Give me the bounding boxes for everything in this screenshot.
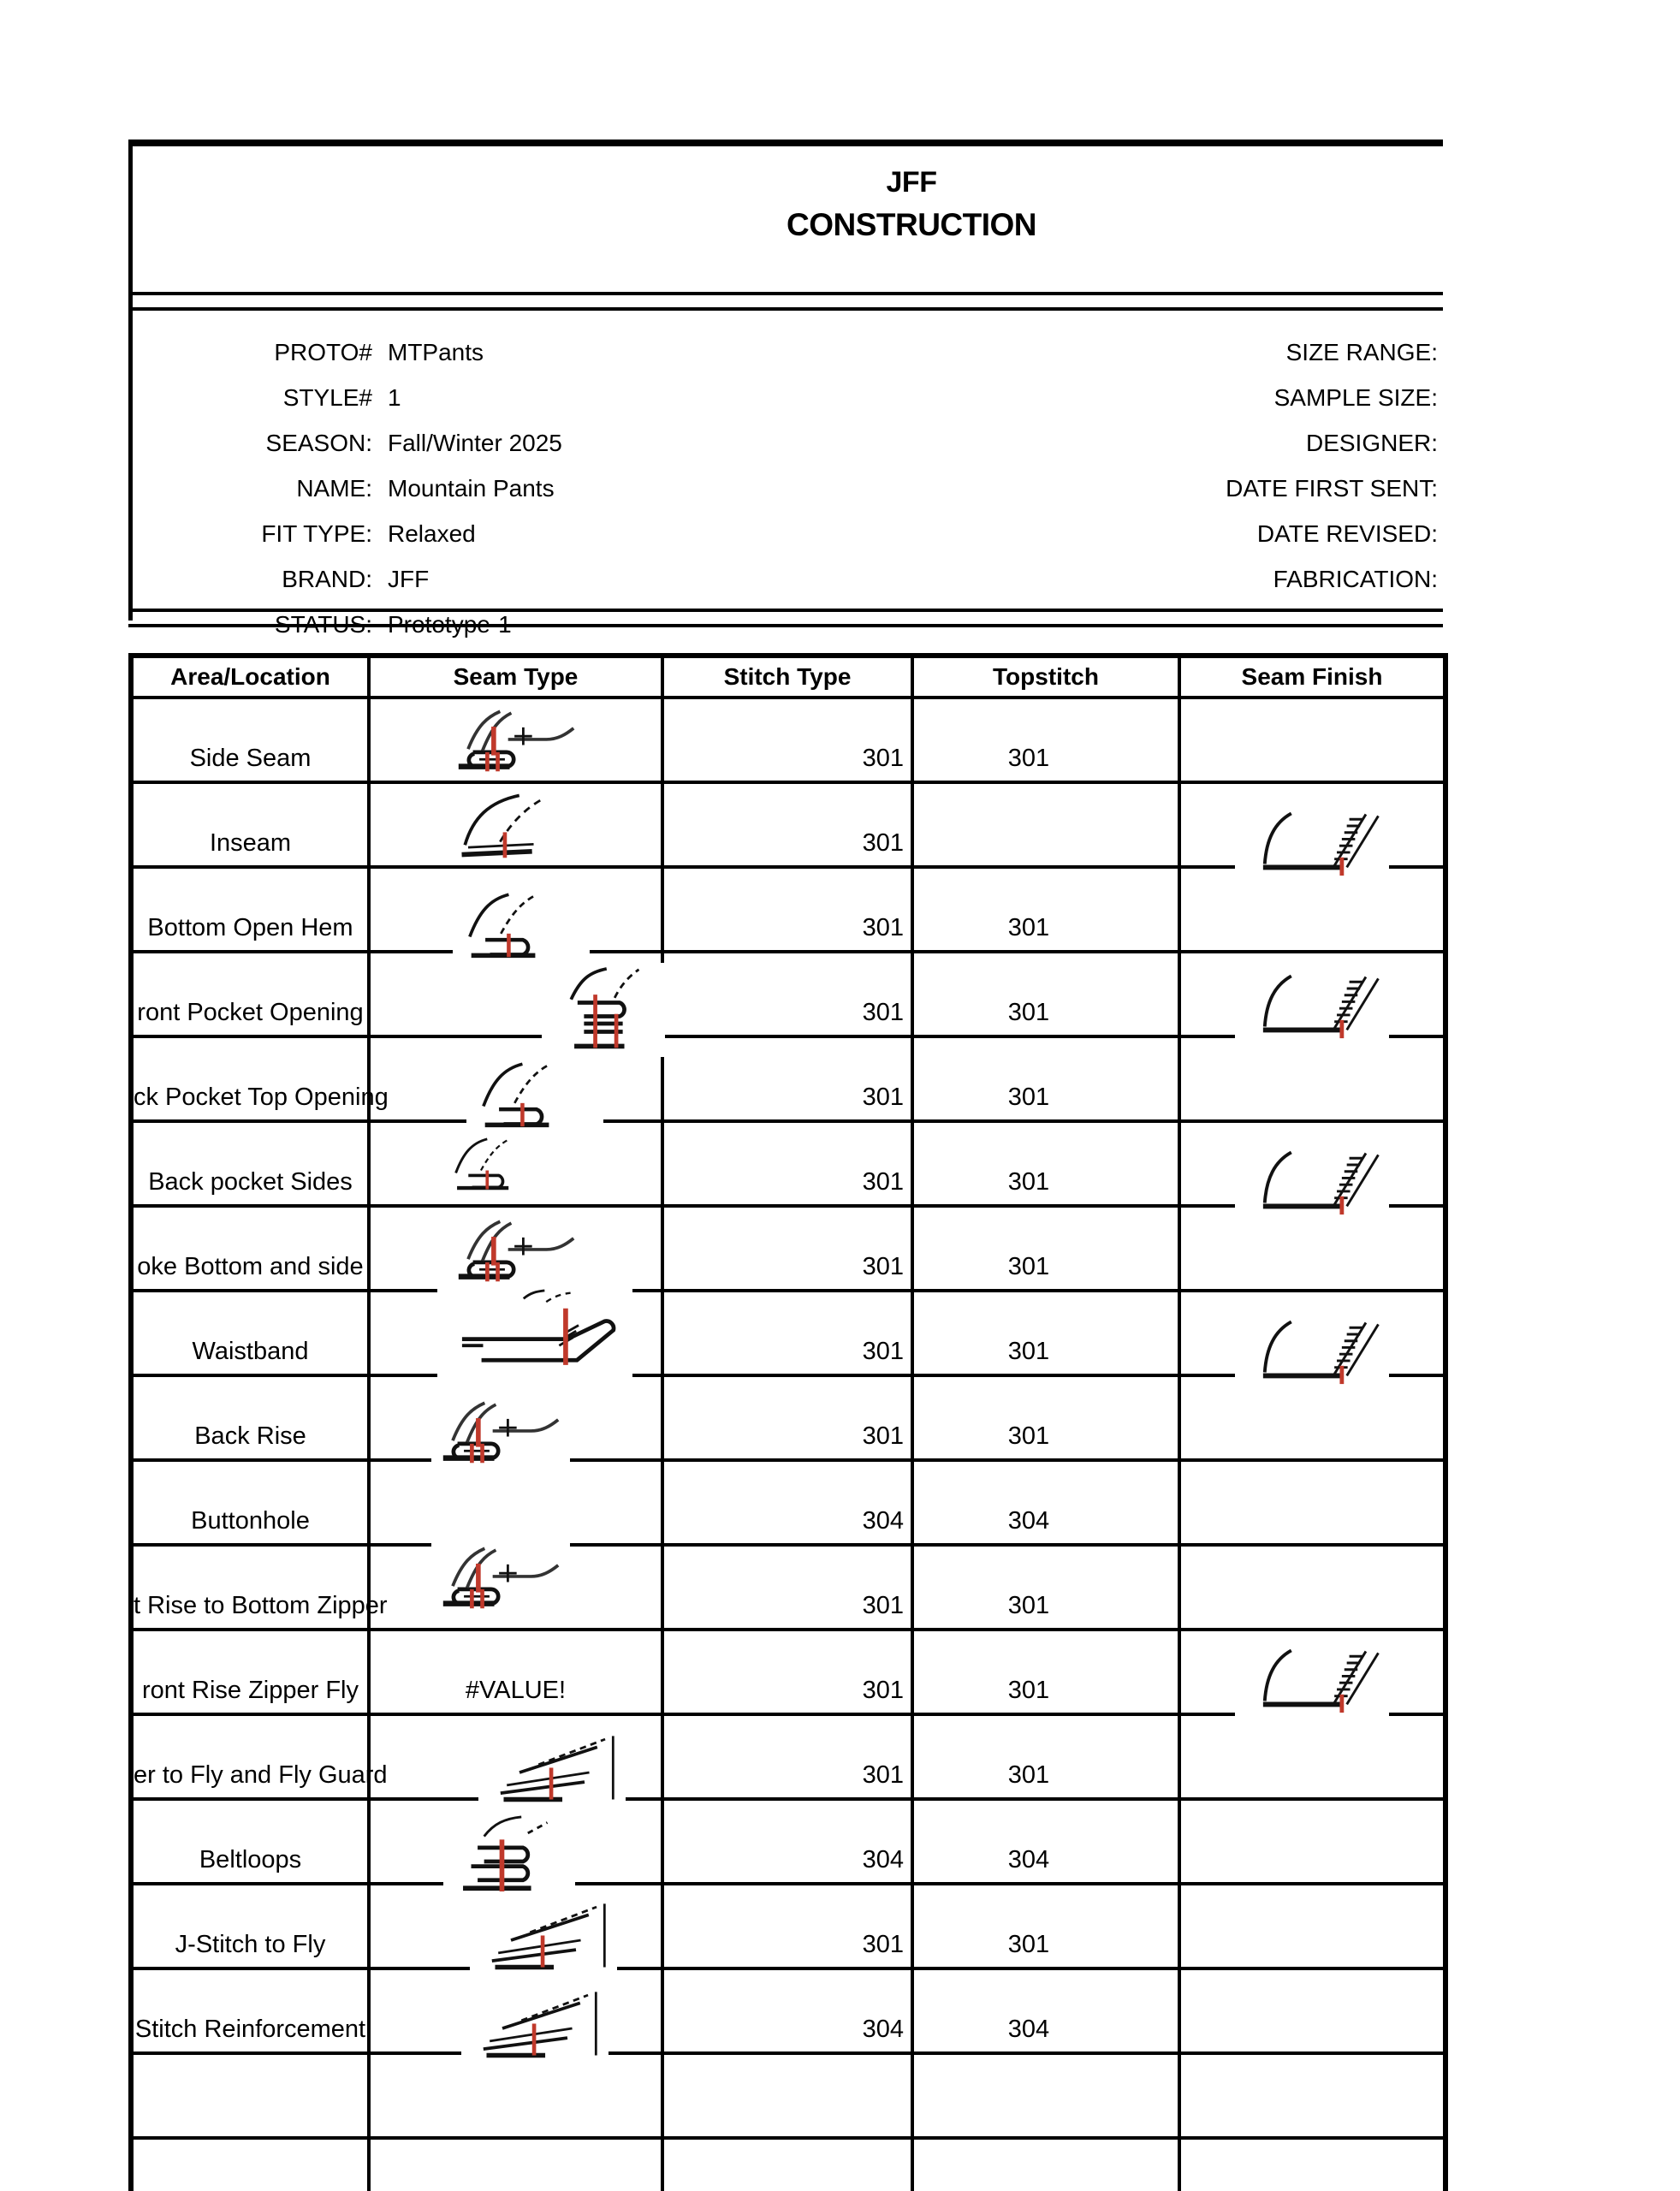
table-row: [131, 782, 1446, 867]
info-value: Relaxed: [388, 520, 476, 547]
seam-type-cell: [369, 2138, 662, 2191]
area-location-cell: [131, 1206, 369, 1291]
stitch-type-cell: 301: [662, 1545, 912, 1630]
area-location-cell: [131, 1460, 369, 1545]
area-location-label: er to Fly and Fly Guard: [134, 1761, 388, 1789]
info-value: JFF: [388, 565, 430, 592]
area-location-label: ck Pocket Top Opening: [134, 1084, 389, 1111]
topstitch-cell: 301: [912, 1545, 1179, 1630]
overlock-finish-diagram-icon: [1235, 1136, 1389, 1220]
overlock-finish-diagram-icon: [1235, 1634, 1389, 1718]
stitch-type-cell: 301: [662, 1036, 912, 1121]
topstitch-cell: [912, 782, 1179, 867]
area-location-label: Buttonhole: [191, 1507, 310, 1535]
info-label: SEASON:: [265, 429, 372, 456]
area-location-label: Beltloops: [199, 1846, 302, 1873]
info-value: Prototype-1: [388, 610, 512, 638]
brand-title: JFF: [886, 166, 937, 199]
topstitch-cell: 304: [912, 1460, 1179, 1545]
info-row: [856, 330, 1446, 375]
seam-type-cell: [369, 1799, 662, 1884]
topstitch-cell: [912, 2138, 1179, 2191]
stitch-type-cell: 304: [662, 1799, 912, 1884]
seam-type-cell: [369, 1460, 662, 1545]
area-location-cell: [131, 2138, 369, 2191]
seam-type-cell: [369, 1968, 662, 2053]
info-row: [128, 602, 899, 647]
stitch-type-cell: 301: [662, 952, 912, 1036]
overlock-finish-diagram-icon: [1235, 959, 1389, 1043]
stitch-type-cell: [662, 2053, 912, 2138]
stitch-type-cell: 301: [662, 1291, 912, 1375]
table-row: [131, 952, 1446, 1036]
area-location-label: Back Rise: [194, 1422, 306, 1450]
info-label: NAME:: [296, 474, 372, 502]
info-row: [856, 556, 1446, 602]
seam-type-cell: [369, 1545, 662, 1630]
column-header-topstitch: Topstitch: [912, 656, 1179, 698]
table-row: [131, 1714, 1446, 1799]
folded-hem-diagram-icon: [466, 1055, 603, 1131]
info-value: MTPants: [388, 338, 484, 365]
area-location-cell: [131, 782, 369, 867]
stitch-type-cell: 301: [662, 1206, 912, 1291]
seam-finish-cell: [1179, 698, 1446, 782]
table-row: [131, 1799, 1446, 1884]
title-block-bottom-double-rule: [128, 292, 1443, 311]
area-location-cell: [131, 952, 369, 1036]
seam-finish-cell: [1179, 1121, 1446, 1206]
seam-finish-cell: [1179, 1884, 1446, 1968]
construction-table-body: [131, 698, 1446, 2191]
topstitch-cell: 304: [912, 1799, 1179, 1884]
area-location-cell: [131, 1036, 389, 1121]
info-row: [856, 375, 1446, 420]
area-location-cell: [131, 698, 369, 782]
seam-type-cell: [369, 1884, 662, 1968]
column-header-stitch-type: Stitch Type: [662, 656, 912, 698]
seam-type-cell: [369, 782, 662, 867]
info-row: [856, 420, 1446, 466]
felled-seam-diagram-icon: [447, 1210, 585, 1287]
area-location-cell: [131, 867, 369, 952]
construction-table: [128, 653, 1448, 2191]
area-location-cell: [131, 1884, 369, 1968]
info-label: FABRICATION:: [1273, 565, 1438, 592]
topstitch-cell: 301: [912, 1884, 1179, 1968]
seam-finish-cell: [1179, 1545, 1446, 1630]
area-location-label: t Rise to Bottom Zipper: [134, 1592, 388, 1619]
topstitch-cell: 301: [912, 1036, 1179, 1121]
plain-seam-diagram-icon: [447, 787, 585, 864]
seam-finish-cell: [1179, 1291, 1446, 1375]
table-row: [131, 2138, 1446, 2191]
table-row: [131, 1968, 1446, 2053]
seam-finish-cell: [1179, 1460, 1446, 1545]
sheet-title: [128, 161, 1680, 246]
seam-finish-cell: [1179, 952, 1446, 1036]
table-row: [131, 1036, 1446, 1121]
waistband-fold-diagram-icon: [437, 1286, 632, 1381]
topstitch-cell: 301: [912, 1121, 1179, 1206]
table-row: [131, 1545, 1446, 1630]
area-location-label: ront Rise Zipper Fly: [141, 1677, 359, 1704]
felled-seam-diagram-icon: [447, 700, 585, 777]
topstitch-cell: 301: [912, 952, 1179, 1036]
stitch-type-cell: 301: [662, 1714, 912, 1799]
area-location-label: Stitch Reinforcement: [134, 2016, 366, 2043]
area-location-cell: [131, 1714, 388, 1799]
seam-type-cell: [369, 2053, 662, 2138]
seam-finish-cell: [1179, 1036, 1446, 1121]
info-label: PROTO#: [274, 338, 372, 365]
stitch-type-cell: 304: [662, 1968, 912, 2053]
topstitch-cell: 301: [912, 698, 1179, 782]
area-location-cell: [131, 1291, 369, 1375]
bound-edge-diagram-icon: [542, 963, 665, 1057]
info-label: DATE REVISED:: [1256, 520, 1438, 547]
topstitch-cell: 301: [912, 1630, 1179, 1714]
info-label: SAMPLE SIZE:: [1273, 383, 1438, 411]
table-row: [131, 1460, 1446, 1545]
table-row: [131, 1884, 1446, 1968]
area-location-label: Inseam: [209, 829, 292, 857]
area-location-label: Back pocket Sides: [148, 1168, 353, 1196]
construction-table-header: [131, 656, 1446, 698]
seam-type-cell: [369, 1206, 662, 1291]
area-location-label: ront Pocket Opening: [137, 999, 364, 1026]
seam-type-error-value: #VALUE!: [465, 1677, 567, 1704]
topstitch-cell: 301: [912, 1206, 1179, 1291]
overlock-finish-diagram-icon: [1235, 1305, 1389, 1389]
table-row: [131, 2053, 1446, 2138]
topstitch-cell: 301: [912, 867, 1179, 952]
seam-finish-cell: [1179, 1714, 1446, 1799]
lapped-layers-diagram-icon: [470, 1895, 617, 1975]
area-location-cell: [131, 1799, 369, 1884]
table-row: [131, 1630, 1446, 1714]
seam-type-cell: [369, 1375, 662, 1460]
seam-finish-cell: [1179, 1799, 1446, 1884]
info-label: STYLE#: [282, 383, 372, 411]
info-row: [856, 466, 1446, 511]
info-label: FIT TYPE:: [261, 520, 372, 547]
info-row: [128, 511, 899, 556]
area-location-label: Waistband: [192, 1338, 309, 1365]
seam-type-cell: [369, 698, 662, 782]
info-value: Mountain Pants: [388, 474, 555, 502]
folded-hem-small-diagram-icon: [441, 1131, 554, 1193]
seam-type-cell: [369, 1630, 662, 1714]
area-location-cell: [131, 2053, 369, 2138]
stitch-type-cell: 301: [662, 1121, 912, 1206]
column-header-seam-type: Seam Type: [369, 656, 662, 698]
info-label: STATUS:: [274, 610, 372, 638]
seam-finish-cell: [1179, 2138, 1446, 2191]
seam-finish-cell: [1179, 1968, 1446, 2053]
seam-finish-cell: [1179, 1630, 1446, 1714]
stitch-type-cell: 301: [662, 1630, 912, 1714]
stitch-type-cell: 304: [662, 1460, 912, 1545]
stitch-type-cell: 301: [662, 782, 912, 867]
lapped-layers-diagram-icon: [461, 1983, 608, 2063]
area-location-cell: [131, 1630, 369, 1714]
lapped-layers-diagram-icon: [478, 1727, 626, 1808]
column-header-seam-finish: Seam Finish: [1179, 656, 1446, 698]
info-row: [856, 511, 1446, 556]
area-location-cell: [131, 1968, 369, 2053]
area-location-label: J-Stitch to Fly: [175, 1931, 326, 1958]
area-location-cell: [131, 1121, 369, 1206]
area-location-label: Side Seam: [189, 745, 312, 772]
area-location-cell: [131, 1375, 369, 1460]
area-location-label: Bottom Open Hem: [147, 914, 353, 941]
topstitch-cell: 301: [912, 1375, 1179, 1460]
felled-seam-diagram-icon: [431, 1392, 570, 1469]
info-row: [128, 556, 899, 602]
info-value: 1: [388, 383, 401, 411]
topstitch-cell: 304: [912, 1968, 1179, 2053]
stitch-type-cell: 301: [662, 867, 912, 952]
title-block-top-rule: [128, 140, 1443, 146]
topstitch-cell: 301: [912, 1291, 1179, 1375]
area-location-label: oke Bottom and side: [137, 1253, 364, 1280]
stitch-type-cell: 301: [662, 698, 912, 782]
table-row: [131, 1121, 1446, 1206]
topstitch-cell: [912, 2053, 1179, 2138]
style-info-right: [856, 330, 1446, 602]
stitch-type-cell: 301: [662, 1375, 912, 1460]
seam-type-cell: [369, 1291, 662, 1375]
seam-type-cell: [369, 867, 662, 952]
seam-finish-cell: [1179, 2053, 1446, 2138]
style-info-left: [128, 330, 899, 647]
document-title: CONSTRUCTION: [786, 207, 1037, 242]
stitch-type-cell: 301: [662, 1884, 912, 1968]
info-label: DATE FIRST SENT:: [1226, 474, 1438, 502]
seam-type-cell: [369, 1714, 662, 1799]
overlock-finish-diagram-icon: [1235, 797, 1389, 881]
info-value: Fall/Winter 2025: [388, 429, 562, 456]
beltloop-fold-diagram-icon: [443, 1813, 575, 1895]
stitch-type-cell: [662, 2138, 912, 2191]
seam-type-cell: [369, 952, 662, 1036]
table-row: [131, 1291, 1446, 1375]
felled-seam-diagram-icon: [431, 1537, 570, 1614]
info-label: SIZE RANGE:: [1285, 338, 1438, 365]
info-row: [128, 330, 899, 375]
info-label: DESIGNER:: [1305, 429, 1438, 456]
info-row: [128, 420, 899, 466]
seam-type-cell: [369, 1121, 662, 1206]
column-header-area-location: Area/Location: [131, 656, 369, 698]
folded-hem-diagram-icon: [453, 886, 590, 961]
topstitch-cell: 301: [912, 1714, 1179, 1799]
info-row: [128, 375, 899, 420]
seam-finish-cell: [1179, 782, 1446, 867]
table-row: [131, 698, 1446, 782]
info-label: BRAND:: [282, 565, 372, 592]
area-location-cell: [131, 1545, 388, 1630]
info-row: [128, 466, 899, 511]
